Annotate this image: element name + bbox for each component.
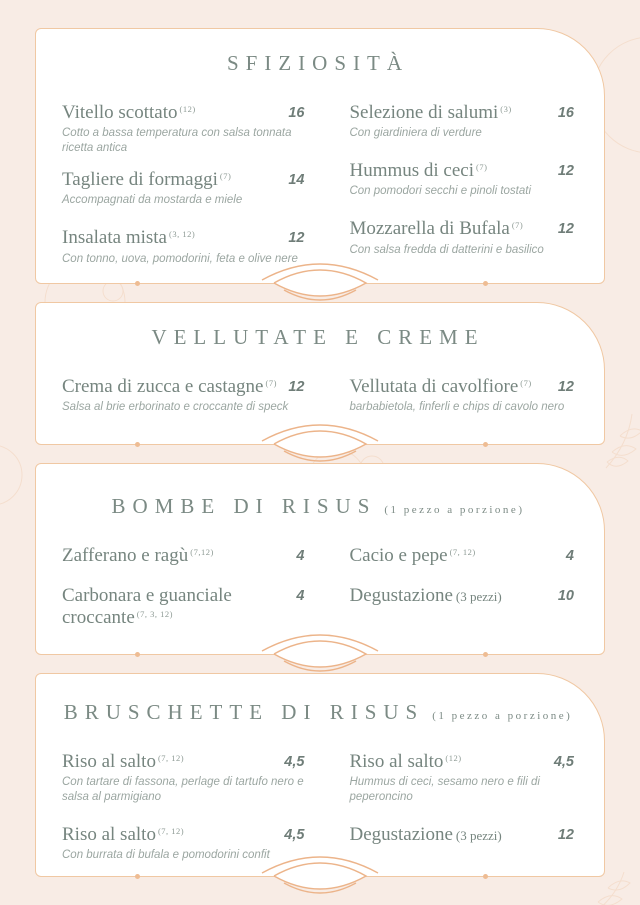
item-price: 10 [557, 588, 574, 605]
section-subtitle: (1 pezzo a porzione) [432, 710, 573, 722]
section-title: VELLUTATE E CREME [151, 325, 485, 349]
column-right [349, 545, 574, 641]
section-columns [62, 545, 574, 641]
menu-item [62, 585, 304, 628]
item-name: Selezione di salumi $^{(3)}$ [349, 102, 512, 123]
item-price: 4,5 [284, 754, 305, 770]
item-price: 12 [557, 827, 574, 844]
item-price: 16 [557, 105, 574, 121]
item-name: Vellutata di cavolfiore $^{(7)}$ [349, 376, 532, 397]
allergen-codes: (7, 12) [157, 826, 185, 837]
item-description: Accompagnati da mostarda e miele [62, 194, 243, 207]
item-price: 12 [557, 379, 574, 395]
portion-note: (3 pezzi) [455, 828, 502, 844]
menu-section-bruschette-di-risus [35, 673, 605, 877]
item-name: Riso al salto $^{(7, 12)}$ [62, 824, 185, 846]
column-right [349, 376, 574, 428]
item-price: 12 [288, 379, 305, 395]
item-name: Mozzarella di Bufala $^{(7)}$ [349, 218, 524, 240]
item-name: Degustazione (3 pezzi) [349, 585, 502, 607]
menu-item [62, 169, 304, 208]
section-title: SFIZIOSITÀ [226, 51, 409, 75]
item-name: Vitello scottato $^{(12)}$ [62, 102, 196, 123]
item-description: Con tartare di fassona, perlage di tartufo nero e salsa al parmigiano [62, 776, 304, 804]
column-right [349, 751, 574, 876]
allergen-codes: (3, 12) [169, 229, 196, 240]
section-header [62, 51, 574, 76]
allergen-codes: (7,12) [190, 547, 214, 557]
section-header [62, 494, 574, 519]
menu-item [349, 160, 574, 199]
column-right [349, 102, 574, 280]
menu-item [349, 218, 574, 257]
allergen-codes: (7, 3, 12) [136, 608, 173, 619]
item-price: 12 [557, 163, 574, 180]
item-price: 12 [557, 221, 574, 238]
item-price: 4,5 [284, 827, 305, 844]
item-name: Carbonara e guanciale croccante $^{(7, 3, 12)}$ [62, 585, 232, 628]
eye-ornament-icon [258, 852, 382, 900]
item-name: Zafferano e ragù $^{(7,12)}$ [62, 545, 214, 566]
menu-section-vellutate [35, 302, 605, 445]
item-price: 4 [296, 548, 305, 564]
allergen-codes: (7, 12) [449, 547, 476, 557]
menu-item [62, 102, 304, 156]
item-price: 4,5 [553, 754, 574, 770]
item-name: Cacio e pepe $^{(7, 12)}$ [349, 545, 476, 566]
eye-ornament-icon [258, 259, 382, 307]
item-name: Tagliere di formaggi $^{(7)}$ [62, 169, 232, 191]
eye-ornament-icon [258, 630, 382, 678]
portion-note: (3 pezzi) [455, 589, 502, 605]
item-description: Con giardiniera di verdure [349, 127, 482, 140]
eye-ornament-icon [258, 420, 382, 468]
menu-item [62, 545, 304, 566]
item-description: Con tonno, uova, pomodorini, feta e olive nere [62, 252, 298, 265]
section-columns [62, 102, 574, 280]
section-title: BRUSCHETTE DI RISUS [63, 700, 425, 724]
allergen-codes: (7) [511, 220, 524, 231]
column-left [62, 102, 304, 280]
section-subtitle: (1 pezzo a porzione) [384, 504, 525, 516]
menu-section-sfiziosita [35, 28, 605, 284]
item-price: 16 [288, 105, 305, 121]
item-price: 12 [288, 230, 305, 247]
allergen-codes: (7) [476, 162, 488, 173]
menu-item [349, 824, 574, 845]
allergen-codes: (7, 12) [157, 753, 185, 763]
item-description: Con salsa fredda di datterini e basilico [349, 243, 544, 256]
item-price: 4 [565, 548, 574, 564]
menu-item [349, 376, 574, 415]
menu-item [349, 102, 574, 141]
allergen-codes: (3) [500, 104, 512, 114]
item-price: 14 [288, 172, 305, 189]
menu-section-bombe-di-risus [35, 463, 605, 655]
item-price: 4 [296, 588, 305, 605]
allergen-codes: (7) [520, 378, 532, 388]
item-name: Crema di zucca e castagne $^{(7)}$ [62, 376, 277, 397]
item-description: barbabietola, finferli e chips di cavolo nero [349, 401, 565, 414]
column-left [62, 545, 304, 641]
item-description: Salsa al brie erborinato e croccante di speck [62, 401, 289, 414]
menu-item [349, 545, 574, 566]
item-name: Riso al salto $^{(12)}$ [349, 751, 462, 772]
menu-item [349, 585, 574, 606]
item-description: Con burrata di bufala e pomodorini confit [62, 849, 270, 862]
item-description: Cotto a bassa temperatura con salsa tonnata ricetta antica [62, 127, 292, 155]
allergen-codes: (12) [179, 104, 196, 114]
section-header [62, 700, 574, 725]
allergen-codes: (7) [219, 171, 232, 182]
item-name: Riso al salto $^{(7, 12)}$ [62, 751, 185, 772]
item-name: Insalata mista $^{(3, 12)}$ [62, 227, 196, 249]
item-description: Hummus di ceci, sesamo nero e fili di peperoncino [349, 776, 540, 804]
menu-item [349, 751, 574, 805]
menu-item [62, 376, 304, 415]
section-header [62, 325, 574, 350]
section-title: BOMBE DI RISUS [111, 494, 377, 518]
menu-item [62, 751, 304, 805]
item-name: Hummus di ceci $^{(7)}$ [349, 160, 488, 182]
item-name: Degustazione (3 pezzi) [349, 824, 502, 846]
allergen-codes: (7) [265, 378, 277, 388]
allergen-codes: (12) [445, 753, 462, 763]
item-description: Con pomodori secchi e pinoli tostati [349, 185, 532, 198]
